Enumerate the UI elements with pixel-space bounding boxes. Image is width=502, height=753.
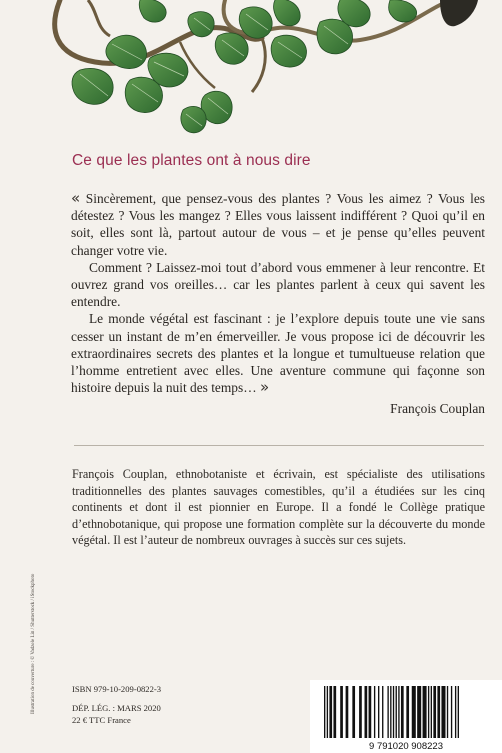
barcode-bar	[352, 686, 355, 738]
barcode-bar	[390, 686, 391, 738]
vine	[88, 0, 110, 36]
barcode-bar	[447, 686, 448, 738]
barcode-bar	[365, 686, 368, 738]
barcode-bar	[378, 686, 379, 738]
barcode-bar	[433, 686, 436, 738]
barcode-bar	[458, 686, 459, 738]
barcode-bar	[437, 686, 440, 738]
barcode-bar	[329, 686, 332, 738]
leaf	[139, 0, 166, 22]
barcode-bar	[396, 686, 397, 738]
barcode-bar	[369, 686, 372, 738]
quote-paragraph: Comment ? Laissez-moi tout d’abord vous emmener à leur rencontre. Et ouvrez grand vos oreilles… car les plantes parlent à ceux qui savent les entendre.	[71, 259, 485, 310]
barcode-bar	[359, 686, 362, 738]
barcode-graphic	[310, 680, 502, 753]
barcode-bar	[455, 686, 456, 738]
barcode-bar	[417, 686, 421, 738]
barcode-bar	[324, 686, 325, 738]
barcode-bar	[340, 686, 343, 738]
leaf	[274, 0, 301, 26]
vine	[252, 38, 265, 92]
barcode-bar	[441, 686, 445, 738]
leaf	[389, 0, 417, 22]
price: 22 € TTC France	[72, 715, 131, 725]
barcode-bar	[428, 686, 429, 738]
plant-illustration	[0, 0, 502, 150]
leaf	[215, 33, 248, 64]
barcode-bar	[423, 686, 427, 738]
author-quote	[71, 190, 485, 418]
dark-leaf-top-right	[440, 0, 478, 26]
quote-paragraph: « Sincèrement, que pensez-vous des plantes ? Vous les aimez ? Vous les détestez ? Vous les mangez ? Elles vous laissent indifférent ? Quoi qu’il en soit, elles sont là, partout autour de vous – et je pense qu’elles peuvent changer votre vie.	[71, 189, 485, 258]
barcode-bar	[406, 686, 409, 738]
author-bio: François Couplan, ethnobotaniste et écrivain, est spécialiste des utilisations traditionnelles des plantes sauvages comestibles, qu’il a étudiées sur les cinq continents et dont il est pionnier en Europe. Il a fondé le Collège pratique d’ethnobotanique, qui propose une formation complète sur la découverte du monde végétal. Il est l’auteur de nombreux ouvrages à succès sur ces sujets.	[72, 467, 485, 548]
quote-signature: François Couplan	[390, 401, 485, 417]
barcode-bar	[333, 686, 336, 738]
cover-credits: Illustration de couverture : © Vadzele Lin / Shutterstock / iStockphoto	[31, 573, 36, 714]
leaf	[72, 68, 113, 104]
section-divider	[74, 445, 484, 446]
quote-paragraph: Le monde végétal est fascinant : je l’explore depuis toute une vie sans cesser un instant de m’en émerveiller. Je vous propose ici de découvrir les extraordinaires secrets des plantes et la longue et tumultueuse relation que l’homme entretient avec elles. Une aventure commune qui façonne son histoire depuis la nuit des temps… »	[71, 311, 485, 397]
legal-info	[72, 683, 161, 726]
barcode	[310, 680, 502, 753]
open-quote-mark: «	[71, 189, 81, 207]
barcode-bar	[398, 686, 399, 738]
barcode-digits: 9 791020 908223	[369, 741, 443, 752]
isbn: ISBN 979-10-209-0822-3	[72, 684, 162, 694]
legal-deposit: DÉP. LÉG. : MARS 2020	[72, 703, 161, 713]
barcode-bar	[346, 686, 349, 738]
barcode-bar	[393, 686, 394, 738]
barcode-bar	[401, 686, 404, 738]
barcode-bar	[382, 686, 383, 738]
barcode-bar	[451, 686, 452, 738]
barcode-bar	[374, 686, 375, 738]
book-title: Ce que les plantes ont à nous dire	[72, 152, 311, 169]
leaf	[271, 35, 306, 67]
barcode-bar	[412, 686, 416, 738]
barcode-bar	[431, 686, 432, 738]
close-quote-mark: »	[259, 378, 270, 397]
barcode-bar	[387, 686, 388, 738]
barcode-bar	[327, 686, 328, 738]
